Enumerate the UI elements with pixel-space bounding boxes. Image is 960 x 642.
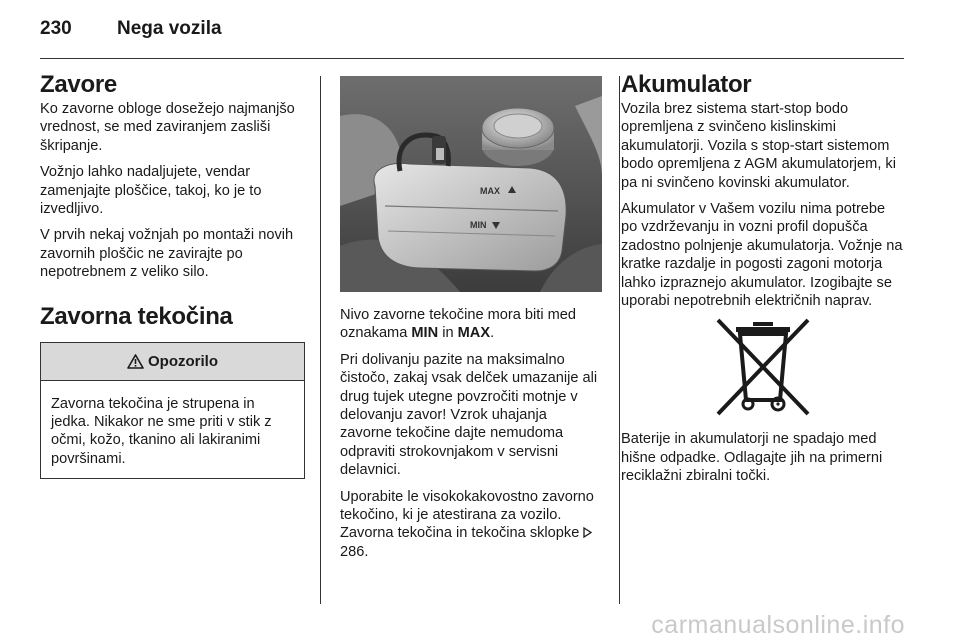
battery-paragraph-1: Vozila brez sistema start-stop bodo opremljena z svinčeno kislinskimi akumulatorji. Vozila s stop-start sistemom bodo opremljena z AGM akumulatorjem, ki pa ni svinčeno kovinski akumulator. — [621, 101, 896, 191]
heading-brake-fluid: Zavorna tekočina — [40, 302, 233, 330]
warning-header — [41, 343, 304, 381]
max-label: MAX — [457, 325, 491, 342]
refill-paragraph: Pri dolivanju pazite na maksimalno čistočo, zakaj vsak delček umazanije ali drug tujek utegne povzročiti motnje v delovanju zavor! Vzrok uhajanja zavorne tekočine dajte nemudoma odpraviti strokovnjakom v servisni delavnici. — [340, 351, 598, 479]
page-title: Nega vozila — [117, 18, 222, 39]
battery-disposal-paragraph: Baterije in akumulatorji ne spadajo med hišne odpadke. Odlagajte jih na primerni reciklažni zbiralni točki. — [621, 431, 883, 485]
page-reference-link[interactable]: 286 — [340, 543, 365, 560]
warning-triangle-icon — [127, 354, 144, 369]
min-label: MIN — [411, 325, 439, 342]
column-right — [621, 70, 904, 494]
column-divider-2 — [619, 76, 620, 604]
page-number: 230 — [40, 18, 72, 39]
crossed-out-bin-icon — [708, 318, 818, 418]
column-middle — [340, 70, 602, 569]
column-left — [40, 70, 305, 479]
heading-battery: Akumulator — [621, 71, 752, 98]
fluid-quality-paragraph: Uporabite le visokokakovostno zavorno tekočino, ki je atestirana za vozilo. Zavorna tekočina in tekočina sklopke 286. — [340, 488, 594, 560]
brakes-paragraph-3: V prvih nekaj vožnjah po montaži novih zavornih ploščic ne zavirajte po nepotrebnem z veliko silo. — [40, 227, 294, 281]
brake-fluid-reservoir-photo — [340, 76, 602, 292]
warning-body — [41, 381, 304, 479]
max-mark: MAX — [480, 186, 500, 196]
brakes-paragraph-2: Vožnjo lahko nadaljujete, vendar zamenjajte ploščice, takoj, ko je to izvedljivo. — [40, 164, 262, 218]
warning-title: Opozorilo — [148, 352, 218, 370]
warning-box — [40, 342, 305, 480]
battery-paragraph-2: Akumulator v Vašem vozilu nima potrebe po vzdrževanju in vozni profil dopušča zadostno polnjenje akumulatorja. Vožnje na kratke razdalje in pogosti zagoni motorja lahko izpraznejo akumulator. Izogibajte se uporabi nepotrebnih električnih naprav. — [621, 201, 903, 310]
heading-brakes: Zavore — [40, 71, 117, 98]
fluid-level-paragraph: Nivo zavorne tekočine mora biti med oznakama MIN in MAX. — [340, 307, 577, 342]
column-divider-1 — [320, 76, 321, 604]
watermark: carmanualsonline.info — [651, 611, 905, 639]
min-mark: MIN — [470, 220, 487, 230]
header-rule — [40, 58, 904, 59]
brakes-paragraph-1: Ko zavorne obloge dosežejo najmanjšo vrednost, se med zaviranjem zasliši škripanje. — [40, 101, 295, 154]
page-reference-icon — [583, 527, 592, 538]
warning-text: Zavorna tekočina je strupena in jedka. Nikakor ne sme priti v stik z očmi, kožo, tkanino ali lakiranimi površinami. — [51, 395, 272, 467]
